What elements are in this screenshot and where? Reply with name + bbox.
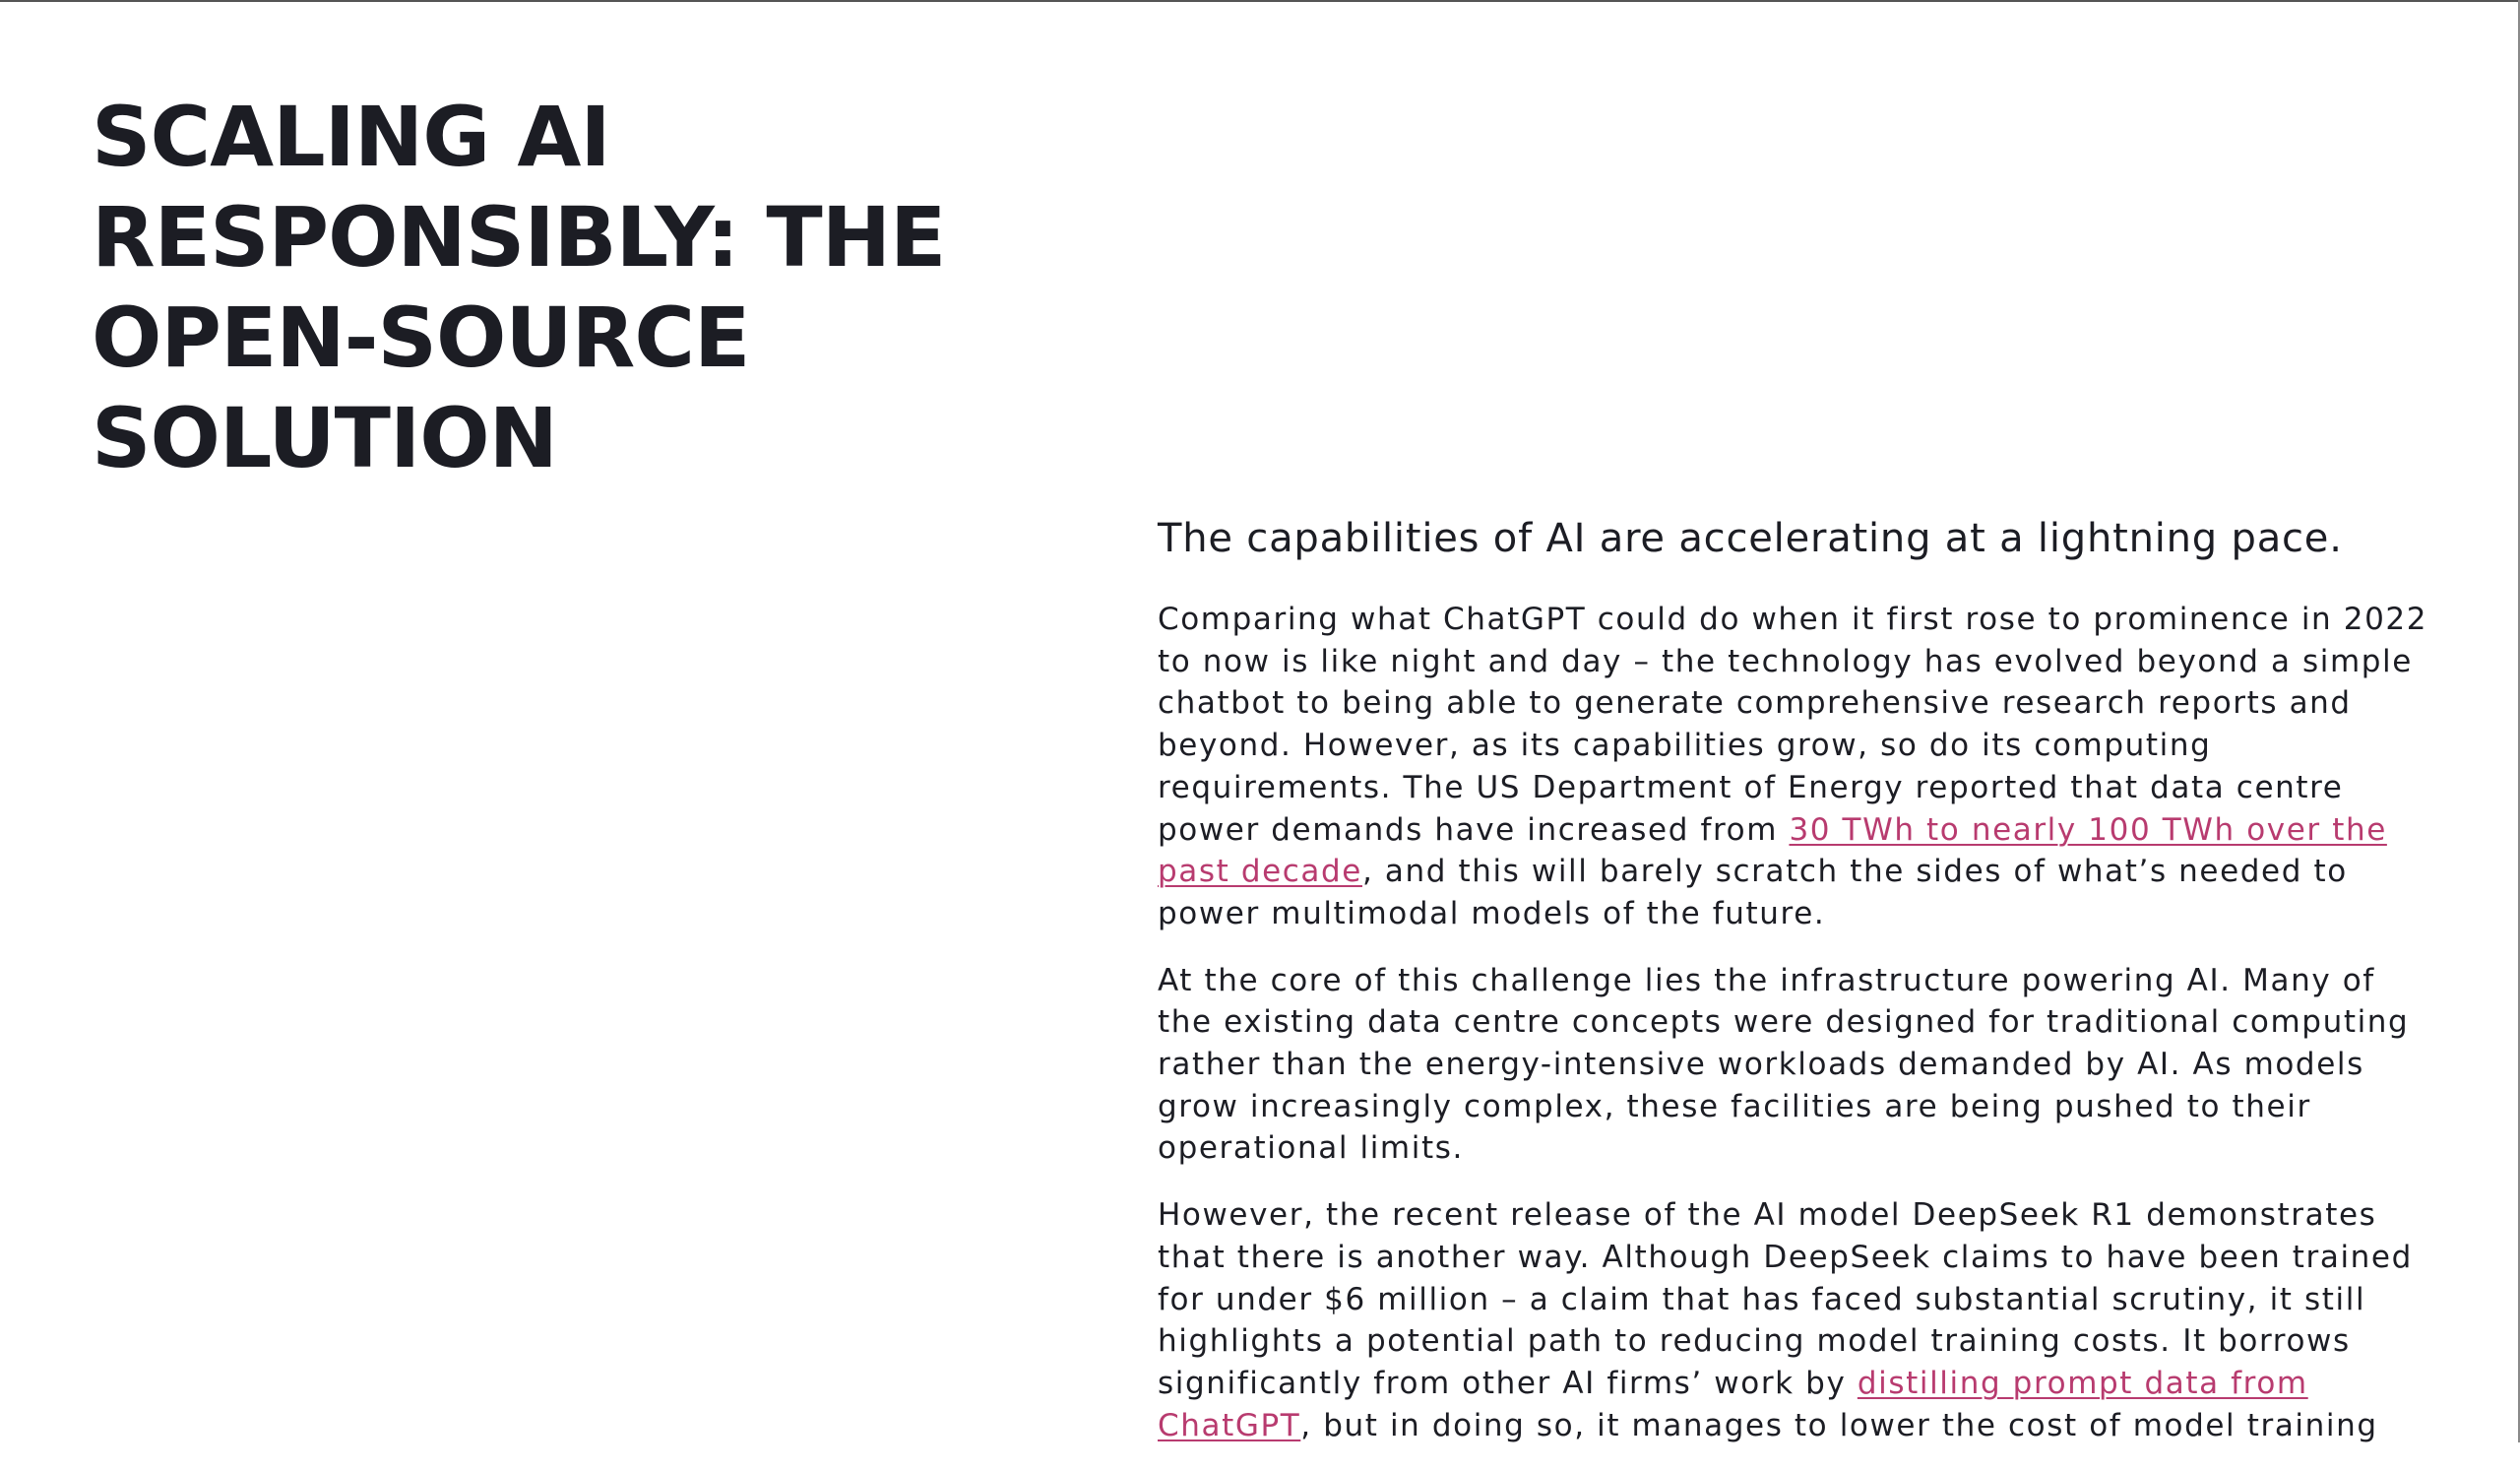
- text-segment: significantly from other AI firms’ work by: [1158, 1365, 1858, 1401]
- text-line: power multimodal models of the future.: [1158, 895, 1826, 931]
- window-top-border: [0, 0, 2520, 2]
- text-line: grow increasingly complex, these facilities are being pushed to their: [1158, 1088, 2311, 1124]
- text-line: requirements. The US Department of Energy reported that data centre: [1158, 769, 2344, 805]
- text-line: that there is another way. Although DeepSeek claims to have been trained: [1158, 1239, 2413, 1275]
- text-line: to now is like night and day – the technology has evolved beyond a simple: [1158, 643, 2413, 679]
- link-twh-data-part-2[interactable]: past decade: [1158, 854, 1362, 890]
- title-line: SOLUTION: [92, 390, 557, 486]
- text-line: [1158, 1363, 2447, 1405]
- article-body: [1158, 508, 2447, 1471]
- link-distilling-part-1[interactable]: distilling prompt data from: [1857, 1365, 2308, 1401]
- paragraph-energy-demand: [1158, 599, 2447, 935]
- text-line: for under $6 million – a claim that has faced substantial scrutiny, it still: [1158, 1281, 2366, 1317]
- title-line: RESPONSIBLY: THE: [92, 189, 946, 286]
- article-lead: The capabilities of AI are accelerating at a lightning pace.: [1158, 516, 2343, 561]
- text-segment: , and this will barely scratch the sides of what’s needed to: [1361, 854, 2348, 890]
- text-line: Comparing what ChatGPT could do when it first rose to prominence in 2022: [1158, 602, 2428, 637]
- link-twh-data-part-1[interactable]: 30 TWh to nearly 100 TWh over the: [1789, 811, 2387, 848]
- text-line: rather than the energy-intensive workloads demanded by AI. As models: [1158, 1047, 2364, 1083]
- text-line: [1158, 851, 2447, 893]
- text-line: [1158, 1405, 2447, 1447]
- text-line: operational limits.: [1158, 1130, 1464, 1167]
- text-segment: , but in doing so, it manages to lower the cost of model training: [1300, 1407, 2378, 1443]
- text-line: beyond. However, as its capabilities grow, so do its computing: [1158, 728, 2212, 764]
- paragraph-deepseek: [1158, 1194, 2447, 1446]
- text-line: chatbot to being able to generate comprehensive research reports and: [1158, 685, 2352, 722]
- text-line: At the core of this challenge lies the infrastructure powering AI. Many of: [1158, 962, 2375, 998]
- title-line: OPEN-SOURCE: [92, 289, 750, 386]
- article-title: [92, 87, 1076, 488]
- text-line: However, the recent release of the AI model DeepSeek R1 demonstrates: [1158, 1197, 2377, 1234]
- text-line: [1158, 809, 2447, 852]
- paragraph-infrastructure: [1158, 960, 2447, 1171]
- text-line: highlights a potential path to reducing model training costs. It borrows: [1158, 1323, 2351, 1360]
- link-distilling-part-2[interactable]: ChatGPT: [1158, 1407, 1301, 1443]
- title-line: SCALING AI: [92, 89, 610, 185]
- text-line: the existing data centre concepts were designed for traditional computing: [1158, 1004, 2410, 1041]
- text-segment: power demands have increased from: [1158, 811, 1790, 848]
